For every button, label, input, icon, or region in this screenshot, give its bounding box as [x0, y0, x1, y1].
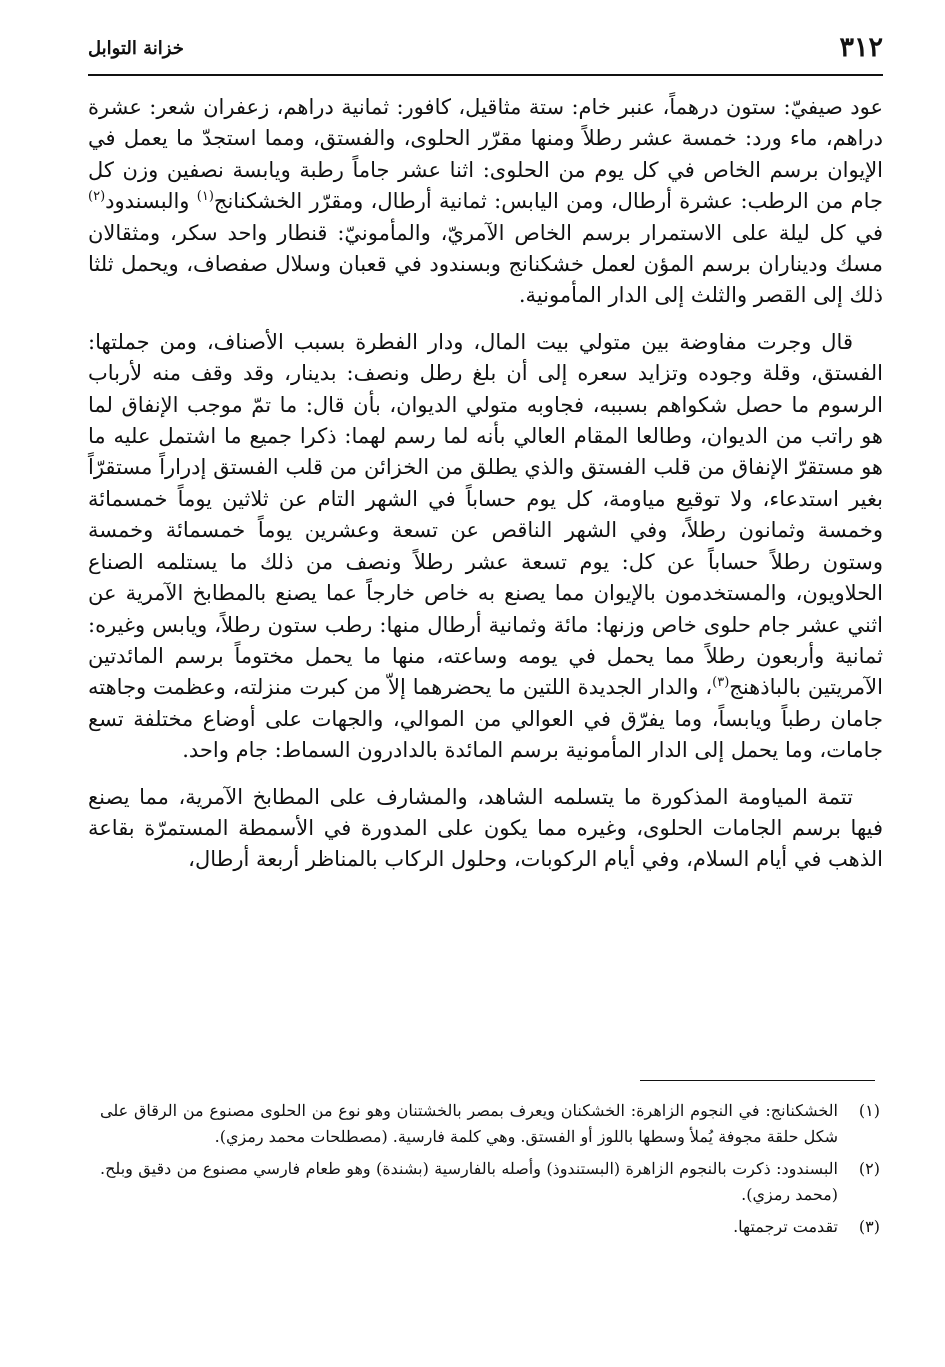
paragraph-text: في كل ليلة على الاستمرار برسم الخاص الآمريّ، والمأمونيّ: قنطار واحد سكر، ومثقالان مسك وديناران برسم المؤن لعمل خشكنانج وبسندود في قعبان وسلال صفصاف، ويحمل ثلثا ذلك إلى القصر والثلث إلى الدار المأمونية. [88, 220, 883, 308]
footnote-marker-2: (٢) [88, 189, 106, 205]
header-rule [88, 74, 883, 76]
footnote-text: البسندود: ذكرت بالنجوم الزاهرة (البستندوذ) وأصله بالفارسية (بشندة) وهو طعام فارسي مصنوع من دقيق وبلح. (محمد رمزي). [100, 1159, 838, 1204]
paragraph-text: عود صيفيّ: ستون درهماً، عنبر خام: ستة مثاقيل، كافور: ثمانية دراهم، زعفران شعر: عشرة دراهم، ماء ورد: خمسة عشر رطلاً ومنها مقرّر الحلوى، والفستق، ومما استجدّ ما يعمل في الإيوان برسم الخاص في كل يوم من الحلوى: اثنا عشر جاماً رطبة ويابسة نصفين وزن كل جام من الرطب: عشرة أرطال، ومن اليابس: ثمانية أرطال، ومقرّر الخشكنانج [88, 95, 884, 214]
paragraph-3 [88, 782, 883, 876]
footnote-separator [640, 1080, 875, 1081]
footnote-marker-3: (٣) [712, 675, 730, 691]
paragraph-text: ، والدار الجديدة اللتين ما يحضرهما إلاّ من كبرت منزلته، وعظمت وجاهته جامان رطباً ويابساً، وما يفرّق في العوالي من الموالي، والجهات على أوضاع مختلفة تسع جامات، وما يحمل إلى الدار المأمونية برسم المائدة بالدادرون السماط: جام واحد. [88, 675, 883, 763]
footnote-number: (٣) [858, 1217, 880, 1236]
footnotes [100, 1098, 880, 1246]
paragraph-text: قال وجرت مفاوضة بين متولي بيت المال، ودار الفطرة بسبب الأصناف، ومن جملتها: الفستق، وقلة وجوده وتزايد سعره إلى أن بلغ رطل ونصف: بدينار، وقد وقف منه لأرباب الرسوم ما حصل شكواهم بسببه، فجاوبه متولي الديوان، بأن قال: ما تمّ موجب الإنفاق لما هو راتب من الديوان، وطالعا المقام العالي بأنه لما رسم لهما: ذكرا جميع ما اشتمل عليه ما هو مستقرّ الإنفاق من قلب الفستق والذي يطلق من الخزائن من قلب الفستق إدراراً مستقرّاً بغير استدعاء، ولا توقيع مياومة، كل يوم حساباً في الشهر التام عن ثلاثين يوماً خمسمائة وخمسة وثمانون رطلاً، وفي الشهر الناقص عن تسعة وعشرين يوماً خمسمائة وخمسة وستون رطلاً حساباً عن كل: يوم تسعة عشر رطلاً ونصف من ذلك ما يستلمه الصناع الحلاويون، والمستخدمون بالإيوان مما يصنع به خاص خارجاً عما يصنع بالمطابخ الآمرية عن اثني عشر جام حلوى خاص وزنها: مائة وثمانية أرطال منها: رطب ستون رطلاً، ويابس وغيره: ثمانية وأربعون رطلاً مما يحمل في يومه وساعته، منها ما يحمل مختوماً برسم المائدتين الآمريتين بالباذهنج [88, 329, 883, 700]
footnote-2 [100, 1156, 880, 1208]
paragraph-text: والبسندود [105, 189, 197, 214]
footnote-text: الخشكنانج: في النجوم الزاهرة: الخشكنان ويعرف بمصر بالخشتنان وهو نوع من الحلوى مصنوع من الرقاق على شكل حلقة مجوفة يُملأ وسطها باللوز أو الفستق. وهي كلمة فارسية. (مصطلحات محمد رمزي). [100, 1101, 839, 1146]
page-header [88, 28, 883, 76]
footnote-number: (٢) [858, 1159, 880, 1178]
paragraph-1 [88, 92, 883, 312]
paragraph-text: تتمة المياومة المذكورة ما يتسلمه الشاهد، والمشارف على المطابخ الآمرية، مما يصنع فيها برسم الجامات الحلوى، وغيره مما يكون على المدورة في الأسمطة المستمرّة بقاعة الذهب في أيام السلام، وفي أيام الركوبات، وحلول الركاب بالمناظر أربعة أرطال، [88, 784, 883, 872]
footnote-text: تقدمت ترجمتها. [733, 1217, 838, 1236]
footnote-number: (١) [858, 1101, 880, 1120]
paragraph-2 [88, 327, 883, 767]
running-title: خزانة التوابل [88, 38, 184, 59]
footnote-1 [100, 1098, 880, 1150]
main-text [88, 92, 883, 891]
footnote-marker-1: (١) [196, 189, 214, 205]
footnote-3 [100, 1214, 880, 1240]
page-number: ٣١٢ [839, 32, 883, 63]
